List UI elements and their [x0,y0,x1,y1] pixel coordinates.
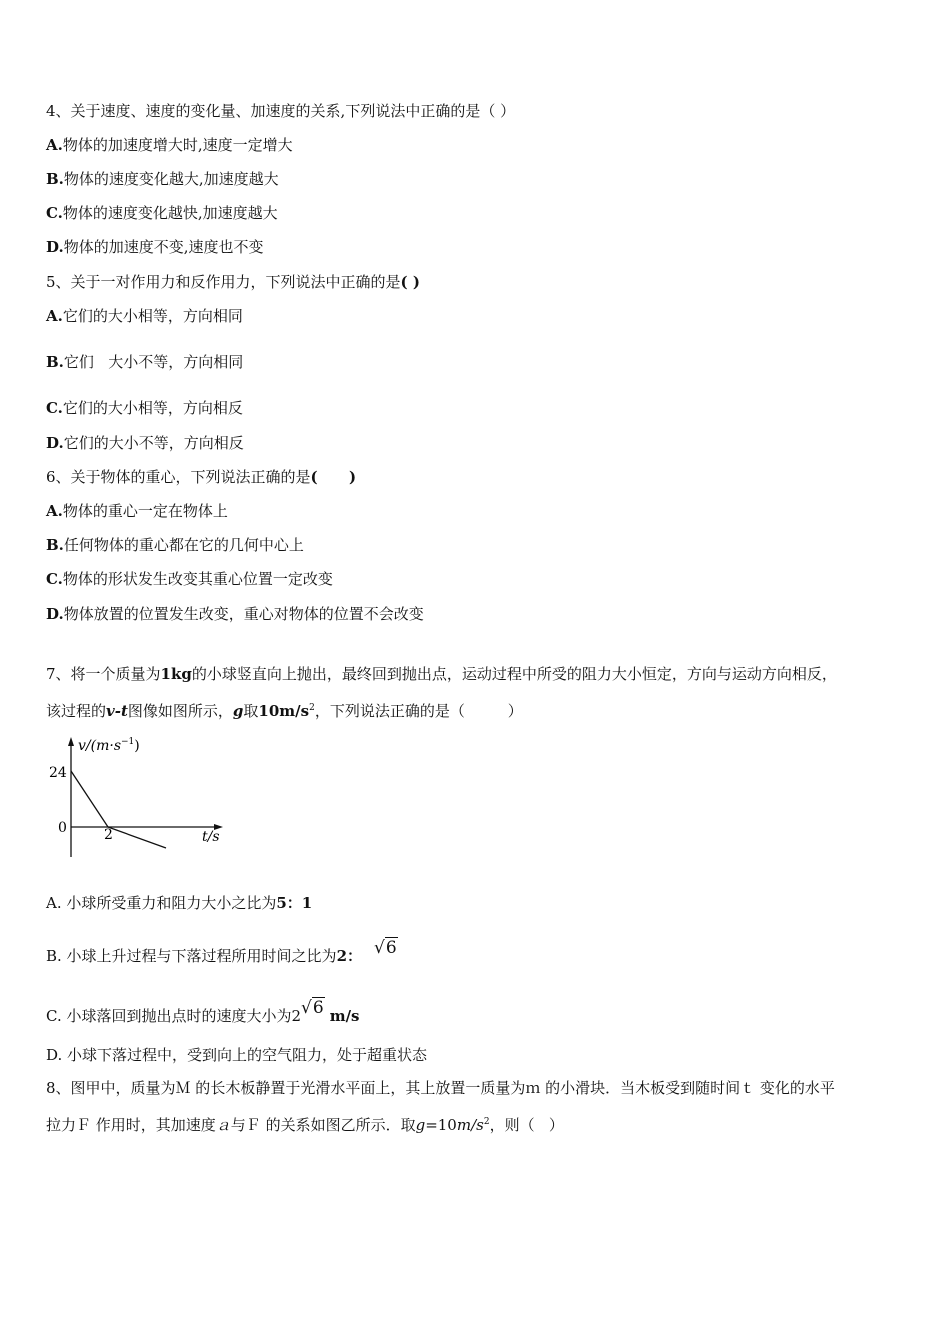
option-letter: A. [46,502,63,520]
text: 取 [243,702,259,720]
text: 图像如图所示， [127,702,233,720]
g-symbol: g [232,702,244,720]
q8-stem-line1: 8、图甲中，质量为Ｍ 的长木板静置于光滑水平面上，其上放置一质量为ｍ 的小滑块．当木板受到随时间ｔ 变化的水平 [46,1079,835,1097]
velocity-line-up [71,771,108,827]
option-text: 它们 大小不等，方向相同 [63,353,244,371]
x-axis-label: t/s [202,829,220,845]
q6-option-d[interactable] [46,604,424,624]
sqrt-expression [374,938,398,958]
ratio-value: 5：1 [276,894,313,912]
q4-option-d[interactable] [46,237,263,257]
q7-option-b[interactable] [46,938,398,966]
q4-option-a[interactable] [46,135,293,155]
option-text: 它们的大小相等，方向相同 [62,307,243,325]
option-text: 物体的重心一定在物体上 [62,502,228,520]
q4-option-b[interactable] [46,169,279,189]
q5-option-b[interactable] [46,352,243,372]
y-axis-label: $v/(m\cdot s^{-1})$ [78,737,140,754]
q7-option-d[interactable] [46,1045,427,1065]
q7-stem-line1 [46,664,837,684]
q6-option-a[interactable] [46,501,228,521]
option-text: 它们的大小相等，方向相反 [62,399,243,417]
option-letter: C. [46,399,63,417]
q4-stem: 4、关于速度、速度的变化量、加速度的关系,下列说法中正确的是（ ） [46,102,516,120]
option-letter: D. [46,238,64,256]
text: 该过程的 [46,702,107,720]
option-letter: C. [46,204,63,222]
q7-option-c[interactable] [46,998,360,1026]
option-letter: A. [46,307,63,325]
y-axis-arrow [68,737,74,746]
q6-option-c[interactable] [46,569,333,589]
ratio-value: 2： [336,947,362,965]
a-symbol: ａ [215,1116,231,1134]
option-letter: A. [46,136,63,154]
unit: m/s [329,1007,360,1025]
equals-value: =10 [425,1116,457,1134]
option-text: 物体放置的位置发生改变，重心对物体的位置不会改变 [63,605,424,623]
exponent: 2 [309,703,315,713]
vt-symbol: v-t [106,702,128,720]
option-letter: B. [46,353,64,371]
radicand: 6 [312,998,324,1018]
q5-stem [46,272,420,292]
text: 7、将一个质量为 [46,665,161,683]
q7-option-a[interactable] [46,893,312,913]
q6-option-b[interactable] [46,535,304,555]
coefficient: 2 [291,1007,302,1025]
option-text: 任何物体的重心都在它的几何中心上 [63,536,304,554]
q6-stem-text: 6、关于物体的重心，下列说法正确的是 [46,468,311,486]
radical-sign: √ [374,938,385,958]
q5-answer-paren: ( ) [400,273,420,291]
option-text: 它们的大小不等，方向相反 [63,434,244,452]
text: ，下列说法正确的是（ ） [314,702,523,720]
text: ，则（ ） [489,1116,564,1134]
q7-stem-line2 [46,701,523,721]
option-text: 物体的形状发生改变其重心位置一定改变 [62,570,333,588]
q6-answer-paren: ( ) [310,468,357,486]
q5-option-c[interactable] [46,398,243,418]
option-text: B. 小球上升过程与下落过程所用时间之比为 [46,947,337,965]
q4-option-c[interactable] [46,203,278,223]
option-letter: C. [46,570,63,588]
acceleration-value: 10m/s [258,702,310,720]
radicand: 6 [385,938,397,958]
radical-sign: √ [301,998,312,1018]
option-text: A. 小球所受重力和阻力大小之比为 [46,894,277,912]
g-symbol: g [415,1116,426,1134]
y-tick-label: 24 [49,765,67,781]
option-letter: D. [46,605,64,623]
q6-stem [46,467,356,487]
q5-option-d[interactable] [46,433,244,453]
x-tick-label: 2 [104,827,113,843]
text: 与Ｆ 的关系如图乙所示．取 [230,1116,416,1134]
q5-option-a[interactable] [46,306,243,326]
option-text: C. 小球落回到抛出点时的速度大小为 [46,1007,292,1025]
text: 的小球竖直向上抛出，最终回到抛出点，运动过程中所受的阻力大小恒定，方向与运动方向相反， [191,665,837,683]
option-text: 物体的加速度增大时,速度一定增大 [62,136,293,154]
unit: m/s [456,1116,484,1134]
exponent: 2 [483,1117,490,1127]
vt-graph [44,733,234,863]
option-text: 物体的速度变化越快,加速度越大 [62,204,278,222]
mass-value: 1kg [160,665,192,683]
option-letter: B. [46,170,64,188]
q8-stem-line2 [46,1115,564,1135]
velocity-line-down [108,827,166,848]
q5-stem-text: 5、关于一对作用力和反作用力，下列说法中正确的是 [46,273,401,291]
sqrt-expression [301,998,325,1018]
text: 拉力Ｆ 作用时，其加速度 [46,1116,216,1134]
origin-label: 0 [58,820,67,836]
option-text: D. 小球下落过程中，受到向上的空气阻力，处于超重状态 [46,1046,428,1064]
option-text: 物体的速度变化越大,加速度越大 [63,170,279,188]
option-letter: D. [46,434,64,452]
option-text: 物体的加速度不变,速度也不变 [63,238,264,256]
option-letter: B. [46,536,64,554]
